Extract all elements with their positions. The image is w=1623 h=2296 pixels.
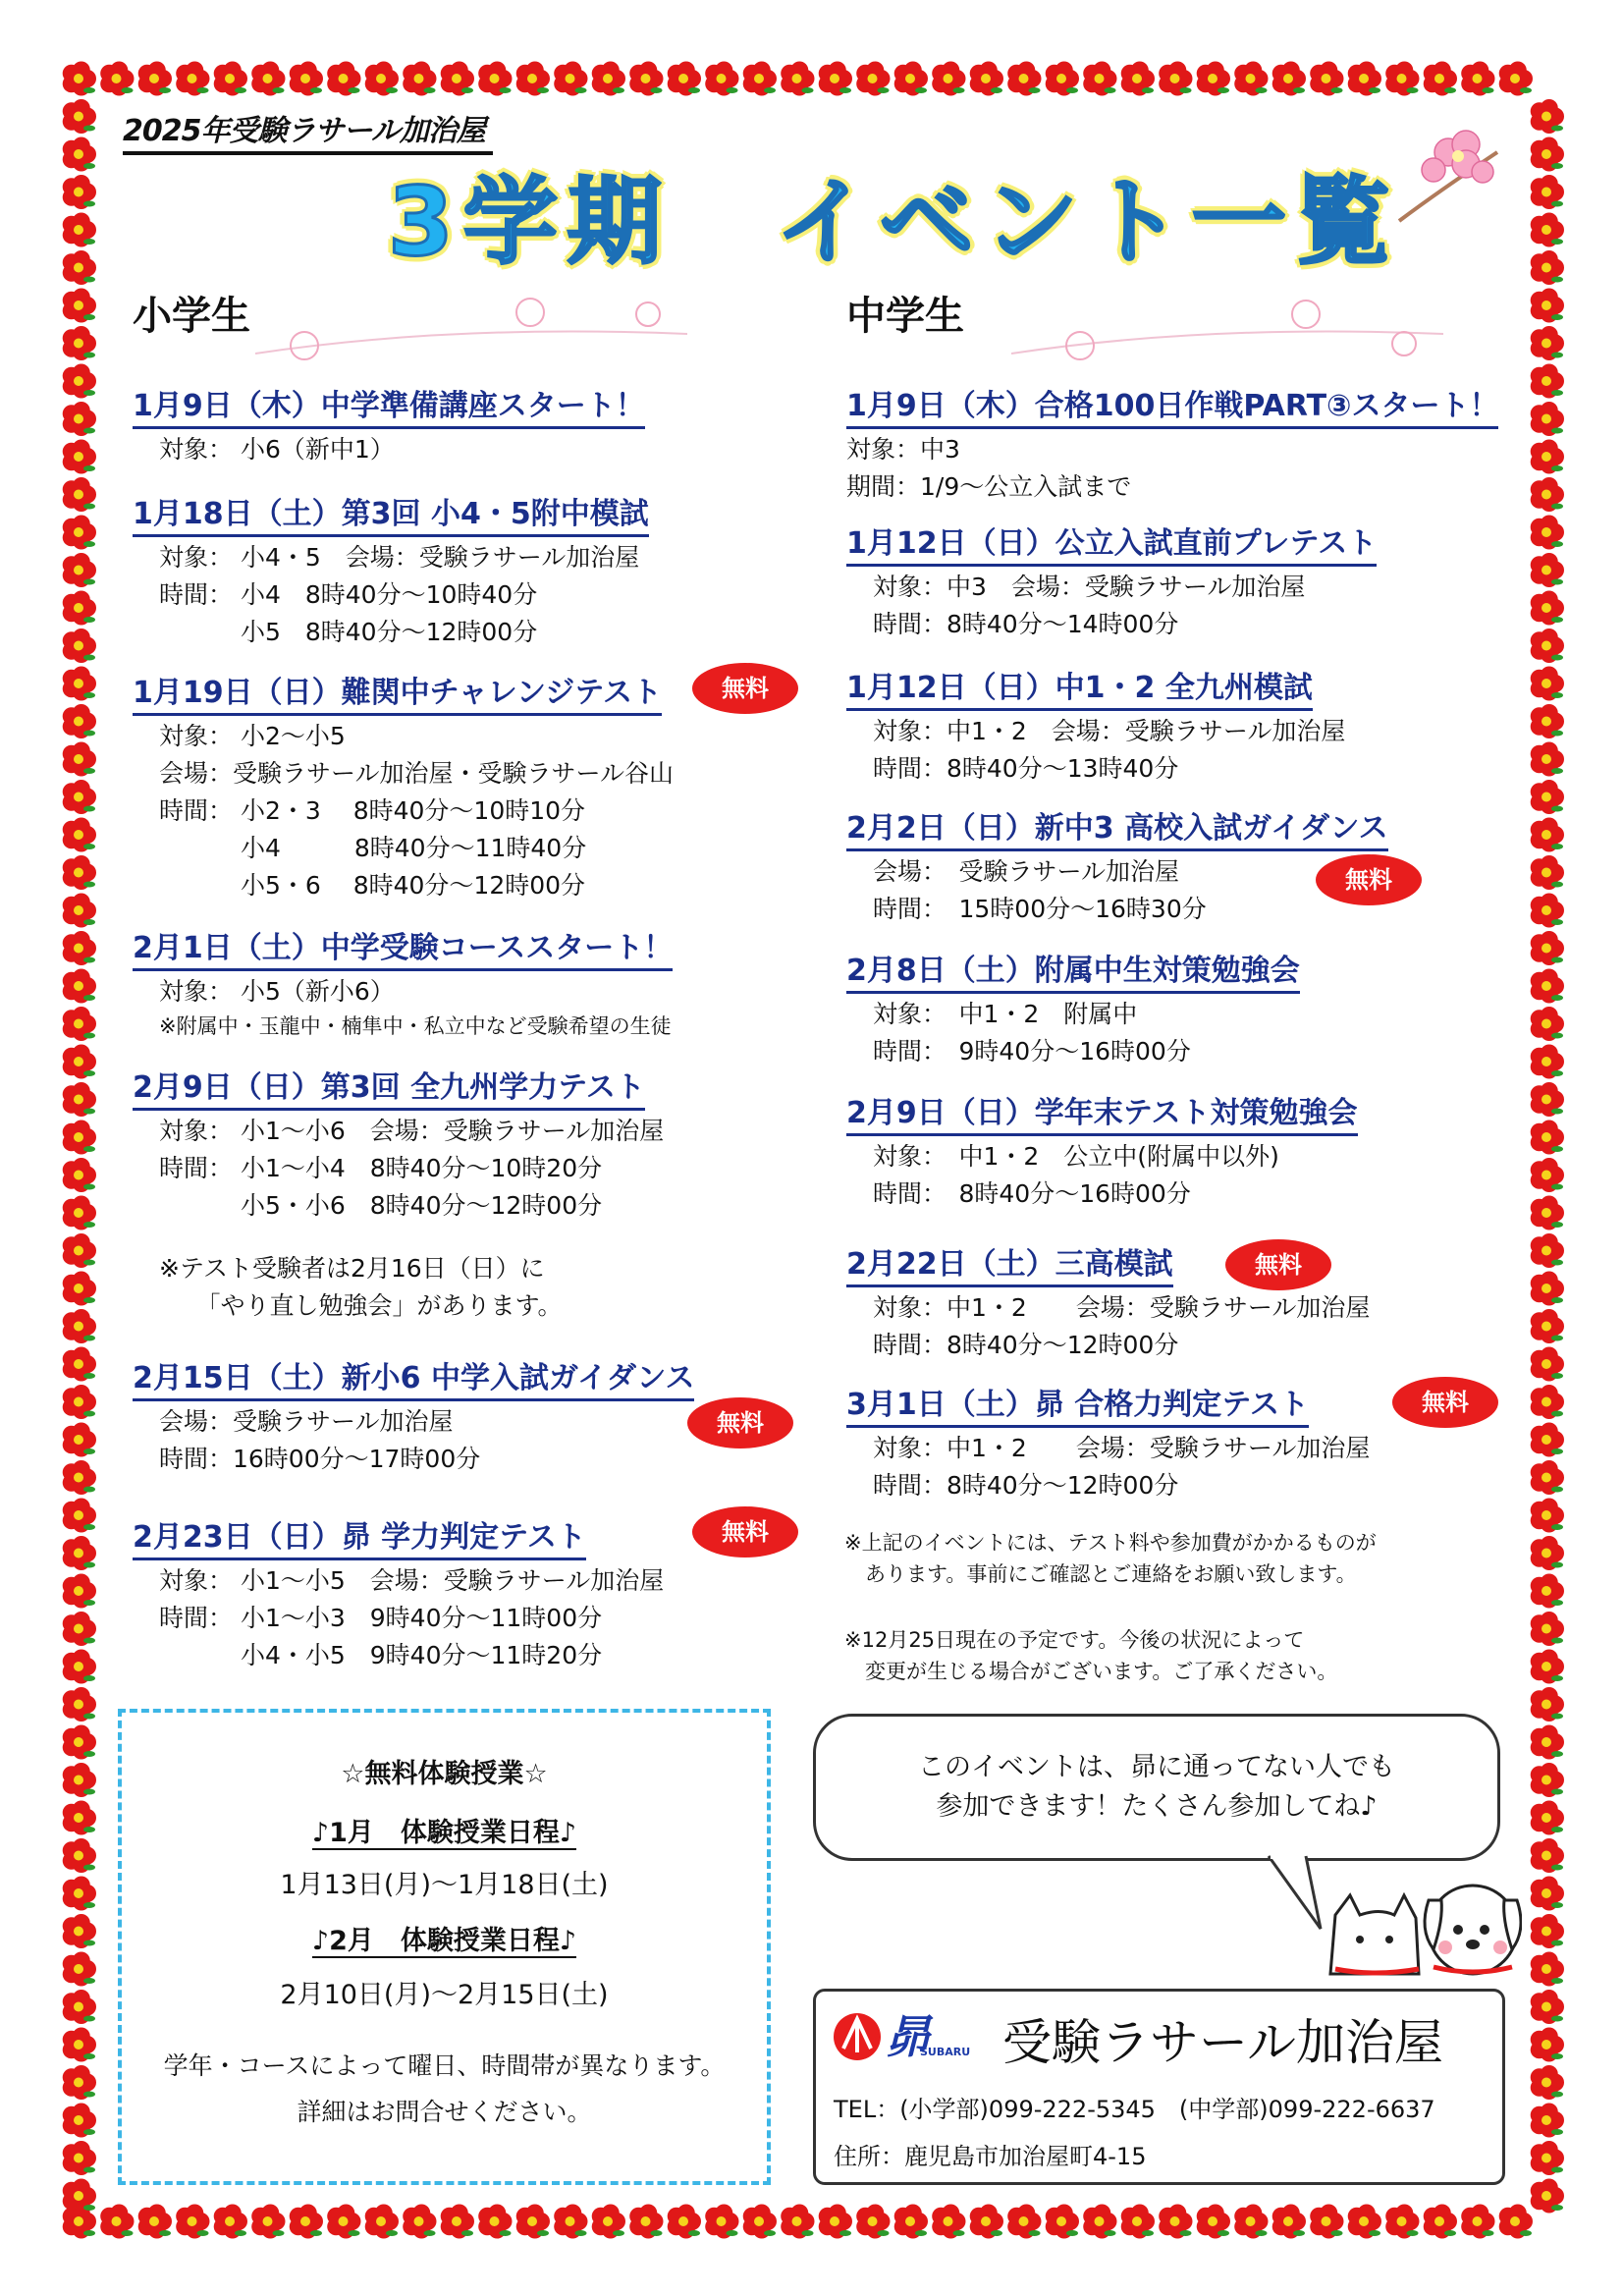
border-flower-icon — [478, 61, 512, 95]
border-flower-icon — [743, 2204, 777, 2238]
border-flower-icon — [290, 2204, 323, 2238]
border-flower-icon — [441, 2204, 474, 2238]
border-flower-icon — [63, 1007, 96, 1041]
border-flower-icon — [63, 1649, 96, 1683]
border-flower-icon — [1531, 666, 1564, 700]
border-flower-icon — [1310, 2204, 1343, 2238]
event-title: 1月12日（日）中1・2 全九州模試 — [846, 663, 1313, 711]
border-flower-icon — [1531, 1800, 1564, 1834]
elementary-section-title: 小学生 — [133, 294, 250, 339]
event-detail-line: 小5 8時40分～12時00分 — [159, 618, 538, 646]
border-flower-icon — [1531, 1612, 1564, 1646]
border-flower-icon — [63, 741, 96, 776]
border-flower-icon — [63, 1612, 96, 1646]
border-flower-icon — [1531, 1687, 1564, 1722]
border-flower-icon — [403, 2204, 436, 2238]
event-block — [846, 381, 1498, 506]
event-title: 1月19日（日）難関中チャレンジテスト — [133, 668, 662, 716]
border-flower-icon — [668, 2204, 701, 2238]
border-flower-icon — [1531, 326, 1564, 360]
border-flower-icon — [63, 2141, 96, 2175]
event-detail-line: 時間： 9時40分～16時00分 — [873, 1037, 1191, 1066]
free-trial-box — [118, 1709, 771, 2185]
bubble-line-1: このイベントは、昴に通ってない人でも — [918, 1752, 1395, 1782]
event-detail-line: 対象： 中1・2 附属中 — [873, 1000, 1138, 1028]
event-detail-line: 対象：中3 — [846, 435, 960, 464]
border-flower-icon — [63, 477, 96, 512]
sakura-deco-icon — [1011, 285, 1443, 373]
header-small-title: 2025年受験ラサール加治屋 — [123, 106, 493, 155]
border-flower-icon — [1424, 61, 1457, 95]
border-flower-icon — [1531, 2065, 1564, 2100]
border-flower-icon — [894, 2204, 928, 2238]
sakura-branch-icon — [1389, 123, 1507, 231]
event-title: 2月23日（日）昴 学力判定テスト — [133, 1512, 586, 1560]
border-flower-icon — [1310, 61, 1343, 95]
border-flower-icon — [1007, 61, 1041, 95]
border-flower-icon — [63, 1158, 96, 1192]
border-flower-icon — [63, 1346, 96, 1381]
event-title: 2月8日（土）附属中生対策勉強会 — [846, 946, 1300, 994]
border-flower-icon — [1234, 2204, 1268, 2238]
border-flower-icon — [1007, 2204, 1041, 2238]
border-flower-icon — [327, 2204, 360, 2238]
border-flower-icon — [63, 590, 96, 625]
border-flower-icon — [1197, 2204, 1230, 2238]
event-detail-line: 期間：1/9～公立入試まで — [846, 472, 1132, 501]
border-flower-icon — [63, 1195, 96, 1230]
border-flower-icon — [970, 2204, 1003, 2238]
border-flower-icon — [63, 1233, 96, 1268]
border-flower-icon — [1531, 1044, 1564, 1078]
border-flower-icon — [63, 1951, 96, 1986]
border-flower-icon — [63, 137, 96, 171]
junior-section-title: 中学生 — [846, 294, 964, 339]
event-block — [133, 381, 645, 468]
speech-bubble — [813, 1714, 1500, 1861]
event-detail-line: 会場：受験ラサール加治屋・受験ラサール谷山 — [159, 759, 675, 788]
event-block — [846, 663, 1345, 788]
event-title: 1月9日（木）中学準備講座スタート！ — [133, 381, 645, 429]
free-badge: 無料 — [692, 663, 798, 714]
border-flower-icon — [1461, 61, 1494, 95]
border-flower-icon — [1121, 61, 1155, 95]
event-detail-line: 対象：中3 会場：受験ラサール加治屋 — [873, 573, 1306, 601]
junior-note-4: 変更が生じる場合がございます。ご了承ください。 — [844, 1660, 1338, 1683]
border-flower-icon — [1531, 99, 1564, 134]
border-flower-icon — [1531, 1082, 1564, 1117]
border-flower-icon — [781, 61, 814, 95]
event-title: 1月18日（土）第3回 小4・5附中模試 — [133, 489, 649, 537]
border-flower-icon — [668, 61, 701, 95]
border-flower-icon — [63, 2065, 96, 2100]
border-flower-icon — [1531, 2103, 1564, 2137]
border-flower-icon — [251, 61, 285, 95]
border-flower-icon — [1531, 2178, 1564, 2213]
event-detail-line: 小4 8時40分～11時40分 — [159, 834, 587, 862]
border-flower-icon — [403, 61, 436, 95]
border-flower-icon — [516, 61, 550, 95]
border-flower-icon — [592, 61, 625, 95]
border-flower-icon — [100, 2204, 134, 2238]
trial-feb-heading: ♪2月 体験授業日程♪ — [311, 1926, 577, 1956]
border-flower-icon — [63, 99, 96, 134]
event-title: 1月9日（木）合格100日作戦PART③スタート！ — [846, 381, 1498, 429]
border-flower-icon — [63, 1838, 96, 1873]
trial-jan-heading: ♪1月 体験授業日程♪ — [311, 1818, 577, 1848]
border-flower-icon — [290, 61, 323, 95]
border-flower-icon — [1083, 2204, 1116, 2238]
event-detail-line: 対象：中1・2 会場：受験ラサール加治屋 — [873, 1293, 1371, 1322]
border-flower-icon — [100, 61, 134, 95]
border-flower-icon — [63, 1573, 96, 1608]
bubble-line-2: 参加できます！たくさん参加してね♪ — [936, 1791, 1378, 1822]
border-flower-icon — [1531, 817, 1564, 851]
free-badge: 無料 — [687, 1397, 793, 1449]
border-flower-icon — [1531, 1763, 1564, 1797]
event-title: 2月15日（土）新小6 中学入試ガイダンス — [133, 1353, 694, 1401]
event-block — [133, 923, 673, 1042]
school-name: 受験ラサール加治屋 — [1002, 2014, 1443, 2071]
border-flower-icon — [63, 515, 96, 549]
border-flower-icon — [1531, 1990, 1564, 2024]
border-flower-icon — [63, 1536, 96, 1570]
event-detail-line: 小5・6 8時40分～12時00分 — [159, 871, 586, 900]
event-detail-line: 対象： 小5（新小6） — [159, 977, 395, 1006]
border-flower-icon — [63, 250, 96, 285]
event-title: 2月1日（土）中学受験コーススタート！ — [133, 923, 673, 971]
border-flower-icon — [63, 212, 96, 246]
border-flower-icon — [1531, 780, 1564, 814]
trial-footer-2: 詳細はお問合せください。 — [297, 2098, 592, 2126]
border-flower-icon — [554, 2204, 587, 2238]
border-flower-icon — [63, 780, 96, 814]
border-flower-icon — [1499, 61, 1533, 95]
border-flower-icon — [214, 61, 247, 95]
junior-note-3: ※12月25日現在の予定です。今後の状況によって — [844, 1628, 1305, 1652]
subaru-logo-icon — [834, 2009, 881, 2064]
border-flower-icon — [856, 2204, 890, 2238]
border-flower-icon — [1234, 61, 1268, 95]
border-flower-icon — [176, 2204, 209, 2238]
event-block — [846, 519, 1377, 643]
border-flower-icon — [1121, 2204, 1155, 2238]
event-detail-line: 対象： 小1～小6 会場：受験ラサール加治屋 — [159, 1117, 665, 1145]
event-detail-line: 時間： 小1～小3 9時40分～11時00分 — [159, 1604, 603, 1632]
event-title: 3月1日（土）昴 合格力判定テスト — [846, 1380, 1309, 1428]
event-block — [133, 1063, 664, 1325]
border-flower-icon — [1272, 61, 1306, 95]
border-flower-icon — [63, 2178, 96, 2213]
border-flower-icon — [1159, 2204, 1192, 2238]
event-detail-line: 時間： 小4 8時40分～10時40分 — [159, 580, 538, 609]
border-flower-icon — [743, 61, 777, 95]
mascot-cat-dog-icon — [1325, 1861, 1522, 1984]
border-flower-icon — [63, 1876, 96, 1910]
border-flower-icon — [176, 61, 209, 95]
border-flower-icon — [63, 629, 96, 663]
event-extra-line: ※テスト受験者は2月16日（日）に — [159, 1254, 545, 1283]
border-flower-icon — [63, 1309, 96, 1343]
border-flower-icon — [1272, 2204, 1306, 2238]
border-flower-icon — [1531, 477, 1564, 512]
contact-tel: TEL：(小学部)099-222-5345 (中学部)099-222-6637 — [834, 2096, 1435, 2123]
event-detail-line: 時間：16時00分～17時00分 — [159, 1445, 481, 1473]
border-flower-icon — [1531, 1649, 1564, 1683]
border-flower-icon — [1531, 2027, 1564, 2061]
border-flower-icon — [1531, 250, 1564, 285]
event-block — [133, 489, 649, 651]
border-flower-icon — [1531, 741, 1564, 776]
border-flower-icon — [1385, 2204, 1419, 2238]
event-title: 2月22日（土）三高模試 — [846, 1239, 1173, 1287]
speech-tail-icon — [1267, 1855, 1325, 1934]
logo-text: 昴 — [885, 2010, 930, 2063]
border-flower-icon — [516, 2204, 550, 2238]
event-block — [846, 803, 1388, 928]
event-detail-line: 会場：受験ラサール加治屋 — [159, 1407, 454, 1436]
event-detail-line: 時間： 8時40分～16時00分 — [873, 1179, 1191, 1208]
junior-note-2: あります。事前にご確認とご連絡をお願い致します。 — [844, 1562, 1357, 1586]
border-flower-icon — [63, 1724, 96, 1759]
event-extra-line: 「やり直し勉強会」があります。 — [159, 1291, 563, 1320]
border-flower-icon — [1531, 590, 1564, 625]
event-detail-line: 対象：中1・2 会場：受験ラサール加治屋 — [873, 1434, 1371, 1462]
border-flower-icon — [1531, 1120, 1564, 1154]
event-detail-line: 時間： 小2・3 8時40分～10時10分 — [159, 796, 586, 825]
border-flower-icon — [1531, 931, 1564, 965]
border-flower-icon — [1531, 893, 1564, 927]
free-badge: 無料 — [1316, 854, 1422, 905]
event-block — [133, 1353, 694, 1478]
event-detail-line: 対象： 小4・5 会場：受験ラサール加治屋 — [159, 543, 640, 572]
event-block — [846, 1088, 1358, 1213]
event-detail-line: 時間： 小1～小4 8時40分～10時20分 — [159, 1154, 603, 1182]
border-flower-icon — [1531, 968, 1564, 1003]
border-flower-icon — [1499, 2204, 1533, 2238]
free-badge: 無料 — [1392, 1377, 1498, 1428]
border-flower-icon — [63, 1082, 96, 1117]
border-flower-icon — [705, 2204, 738, 2238]
border-flower-icon — [327, 61, 360, 95]
border-flower-icon — [1531, 1876, 1564, 1910]
event-title: 2月2日（日）新中3 高校入試ガイダンス — [846, 803, 1388, 851]
border-flower-icon — [1531, 1914, 1564, 1948]
border-flower-icon — [1046, 61, 1079, 95]
contact-box — [813, 1989, 1505, 2185]
border-flower-icon — [1531, 1271, 1564, 1305]
border-flower-icon — [63, 666, 96, 700]
border-flower-icon — [1531, 212, 1564, 246]
border-flower-icon — [894, 61, 928, 95]
border-flower-icon — [63, 326, 96, 360]
border-flower-icon — [932, 2204, 965, 2238]
border-flower-icon — [251, 2204, 285, 2238]
border-flower-icon — [629, 2204, 663, 2238]
border-flower-icon — [1531, 515, 1564, 549]
border-flower-icon — [365, 61, 399, 95]
border-flower-icon — [1424, 2204, 1457, 2238]
border-flower-icon — [1348, 61, 1381, 95]
border-flower-icon — [63, 1498, 96, 1532]
trial-feb-dates: 2月10日(月)～2月15日(土) — [280, 1980, 609, 2010]
border-flower-icon — [1531, 1460, 1564, 1495]
border-flower-icon — [1197, 61, 1230, 95]
logo-sub: SUBARU — [920, 2046, 971, 2058]
border-flower-icon — [63, 288, 96, 322]
border-flower-icon — [554, 61, 587, 95]
border-flower-icon — [1531, 1346, 1564, 1381]
event-detail-line: 対象： 小2～小5 — [159, 722, 346, 750]
border-flower-icon — [1531, 1573, 1564, 1608]
event-block — [846, 946, 1300, 1070]
border-flower-icon — [1531, 1233, 1564, 1268]
event-title: 2月9日（日）第3回 全九州学力テスト — [133, 1063, 645, 1111]
border-flower-icon — [1531, 1309, 1564, 1343]
main-title: 3学期 イベント一覧 — [388, 167, 1400, 277]
border-flower-icon — [1046, 2204, 1079, 2238]
event-detail-line: 対象： 小1～小5 会場：受験ラサール加治屋 — [159, 1566, 665, 1595]
border-flower-icon — [63, 2103, 96, 2137]
border-flower-icon — [1531, 1724, 1564, 1759]
border-flower-icon — [1531, 363, 1564, 398]
border-flower-icon — [1531, 2141, 1564, 2175]
border-flower-icon — [63, 1763, 96, 1797]
border-flower-icon — [63, 855, 96, 890]
event-title: 1月12日（日）公立入試直前プレテスト — [846, 519, 1377, 567]
event-block — [133, 668, 674, 904]
trial-footer-1: 学年・コースによって曜日、時間帯が異なります。 — [163, 2051, 726, 2080]
border-flower-icon — [63, 893, 96, 927]
border-flower-icon — [1531, 553, 1564, 587]
border-flower-icon — [1531, 288, 1564, 322]
border-flower-icon — [1531, 175, 1564, 209]
border-flower-icon — [63, 704, 96, 738]
event-block — [133, 1512, 664, 1674]
border-flower-icon — [63, 1422, 96, 1456]
free-badge: 無料 — [1225, 1239, 1331, 1290]
border-flower-icon — [1531, 1498, 1564, 1532]
trial-title: ☆無料体験授業☆ — [341, 1759, 548, 1789]
border-flower-icon — [592, 2204, 625, 2238]
event-detail-line: 時間： 15時00分～16時30分 — [873, 895, 1207, 923]
sakura-deco-icon — [255, 285, 687, 373]
contact-address: 住所：鹿児島市加治屋町4-15 — [834, 2143, 1147, 2170]
border-flower-icon — [629, 61, 663, 95]
event-detail-line: 時間：8時40分～12時00分 — [873, 1331, 1179, 1359]
border-flower-icon — [63, 931, 96, 965]
border-flower-icon — [63, 1990, 96, 2024]
border-flower-icon — [1531, 1195, 1564, 1230]
border-flower-icon — [63, 175, 96, 209]
border-flower-icon — [1159, 61, 1192, 95]
border-flower-icon — [63, 1687, 96, 1722]
border-flower-icon — [63, 553, 96, 587]
border-flower-icon — [63, 817, 96, 851]
border-flower-icon — [1531, 629, 1564, 663]
border-flower-icon — [856, 61, 890, 95]
border-flower-icon — [1531, 1838, 1564, 1873]
event-detail-line: 時間：8時40分～12時00分 — [873, 1471, 1179, 1500]
border-flower-icon — [1531, 1385, 1564, 1419]
border-flower-icon — [63, 1120, 96, 1154]
border-flower-icon — [138, 2204, 172, 2238]
border-flower-icon — [1385, 61, 1419, 95]
event-note: ※附属中・玉龍中・楠隼中・私立中など受験希望の生徒 — [159, 1014, 672, 1038]
border-flower-icon — [63, 363, 96, 398]
border-flower-icon — [705, 61, 738, 95]
free-badge: 無料 — [692, 1506, 798, 1558]
event-detail-line: 時間：8時40分～14時00分 — [873, 610, 1179, 638]
border-flower-icon — [1531, 402, 1564, 436]
border-flower-icon — [63, 1044, 96, 1078]
event-detail-line: 会場： 受験ラサール加治屋 — [873, 857, 1180, 886]
border-flower-icon — [932, 61, 965, 95]
junior-note-1: ※上記のイベントには、テスト料や参加費がかかるものが — [844, 1531, 1377, 1555]
border-flower-icon — [63, 402, 96, 436]
border-flower-icon — [781, 2204, 814, 2238]
border-flower-icon — [819, 2204, 852, 2238]
border-flower-icon — [63, 1385, 96, 1419]
border-flower-icon — [63, 1271, 96, 1305]
border-flower-icon — [1531, 1422, 1564, 1456]
event-detail-line: 時間：8時40分～13時40分 — [873, 754, 1179, 783]
border-flower-icon — [1531, 704, 1564, 738]
border-flower-icon — [365, 2204, 399, 2238]
border-flower-icon — [1531, 1158, 1564, 1192]
event-detail-line: 対象： 小6（新中1） — [159, 435, 395, 464]
border-flower-icon — [214, 2204, 247, 2238]
border-flower-icon — [1531, 855, 1564, 890]
border-flower-icon — [63, 439, 96, 473]
border-flower-icon — [138, 61, 172, 95]
border-flower-icon — [1531, 137, 1564, 171]
border-flower-icon — [1083, 61, 1116, 95]
border-flower-icon — [63, 61, 96, 95]
border-flower-icon — [478, 2204, 512, 2238]
event-detail-line: 小4・小5 9時40分～11時20分 — [159, 1641, 603, 1669]
border-flower-icon — [63, 1914, 96, 1948]
border-flower-icon — [441, 61, 474, 95]
border-flower-icon — [1531, 1007, 1564, 1041]
event-block — [846, 1380, 1370, 1504]
event-detail-line: 対象： 中1・2 公立中(附属中以外) — [873, 1142, 1279, 1171]
border-flower-icon — [1531, 1951, 1564, 1986]
event-detail-line: 対象：中1・2 会場：受験ラサール加治屋 — [873, 717, 1346, 745]
border-flower-icon — [63, 968, 96, 1003]
border-flower-icon — [63, 2027, 96, 2061]
border-flower-icon — [1531, 1536, 1564, 1570]
border-flower-icon — [970, 61, 1003, 95]
border-flower-icon — [1348, 2204, 1381, 2238]
border-flower-icon — [63, 1460, 96, 1495]
border-flower-icon — [63, 1800, 96, 1834]
trial-jan-dates: 1月13日(月)～1月18日(土) — [280, 1870, 609, 1900]
border-flower-icon — [1531, 439, 1564, 473]
event-detail-line: 小5・小6 8時40分～12時00分 — [159, 1191, 603, 1220]
border-flower-icon — [819, 61, 852, 95]
event-title: 2月9日（日）学年末テスト対策勉強会 — [846, 1088, 1358, 1136]
border-flower-icon — [1461, 2204, 1494, 2238]
